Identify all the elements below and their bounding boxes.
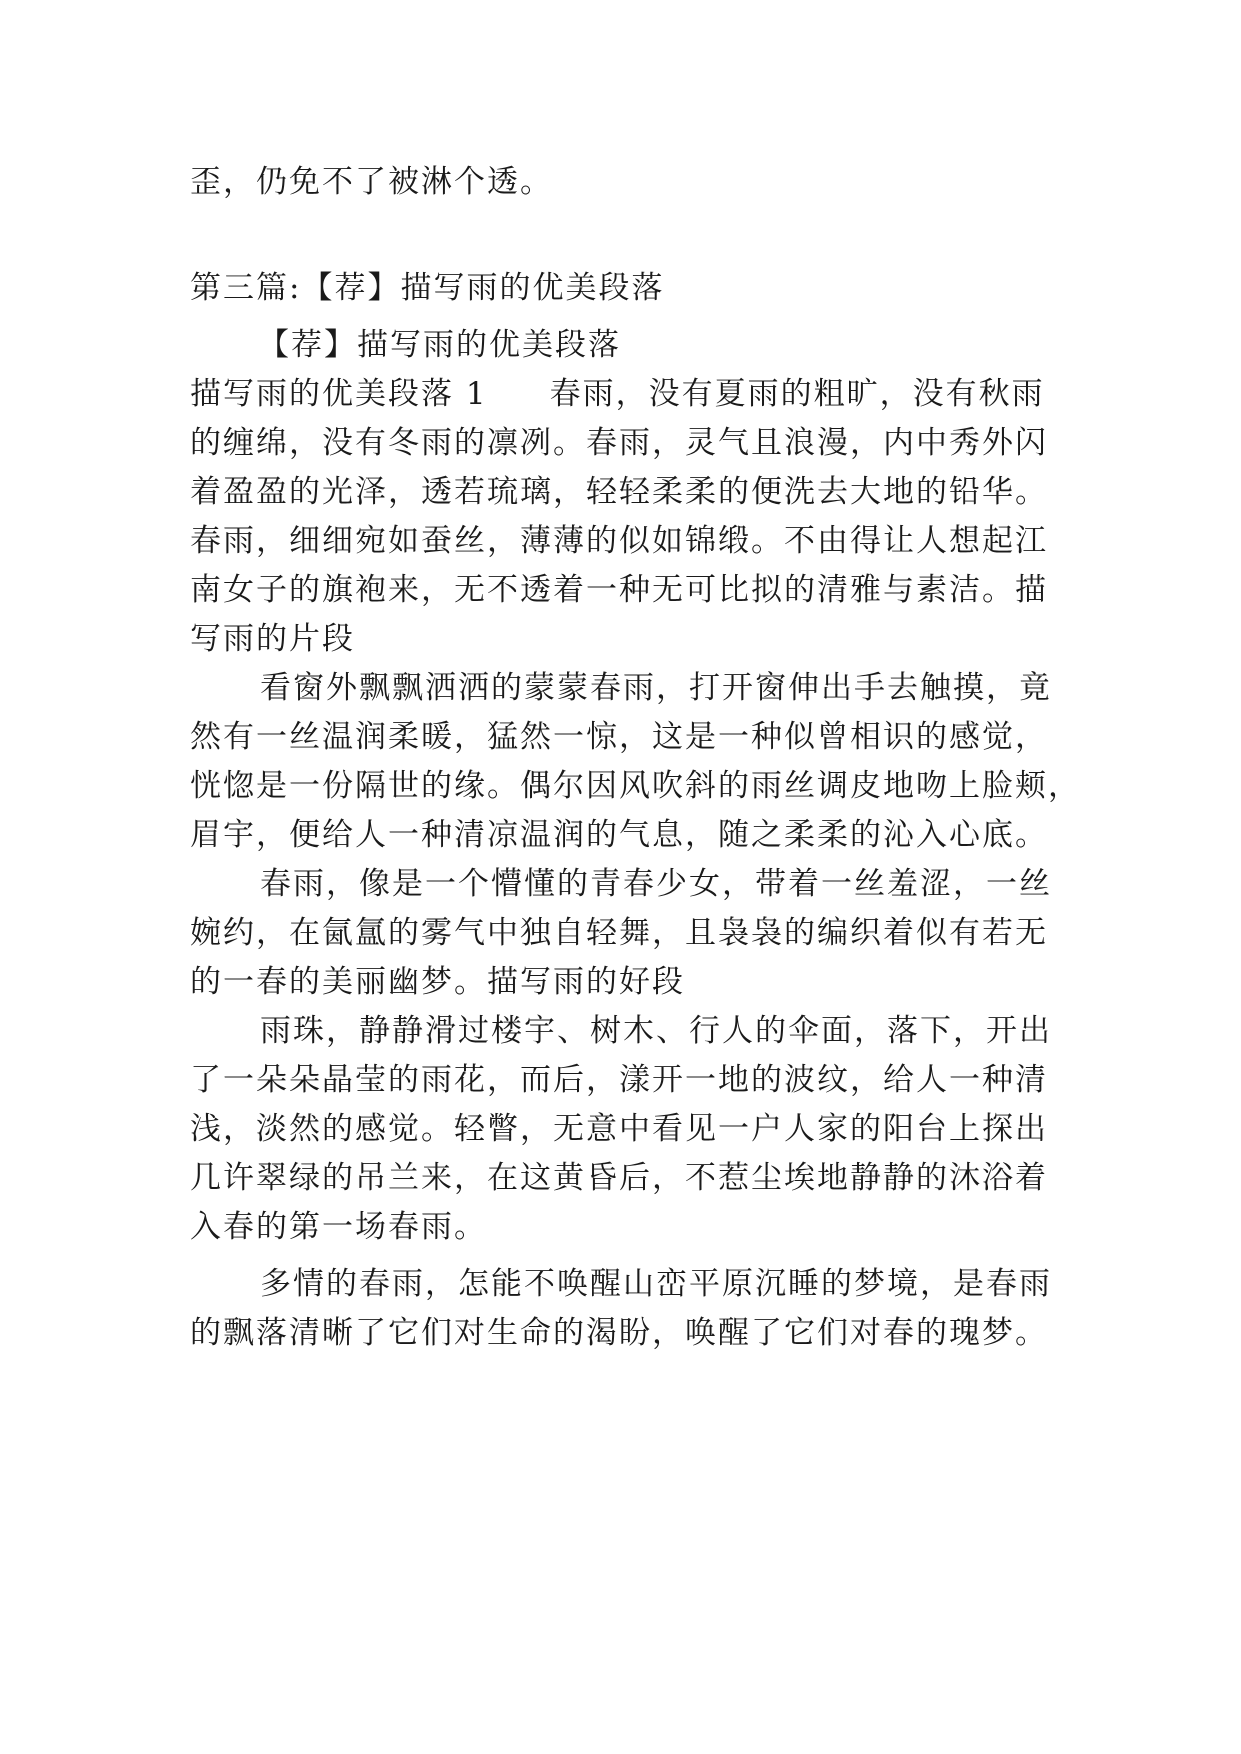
- paragraph-4-line-5: 入春的第一场春雨。: [190, 1209, 487, 1245]
- previous-paragraph-tail: 歪，仍免不了被淋个透。: [190, 164, 553, 200]
- paragraph-4-line-3: 浅，淡然的感觉。轻瞥，无意中看见一户人家的阳台上探出: [190, 1111, 1048, 1147]
- paragraph-2-line-3: 恍惚是一份隔世的缘。偶尔因风吹斜的雨丝调皮地吻上脸颊，: [190, 768, 1081, 804]
- paragraph-2-line-1: 看窗外飘飘洒洒的蒙蒙春雨，打开窗伸出手去触摸，竟: [260, 670, 1052, 706]
- paragraph-2-line-2: 然有一丝温润柔暖，猛然一惊，这是一种似曾相识的感觉，: [190, 719, 1048, 755]
- paragraph-1-line-5: 南女子的旗袍来，无不透着一种无可比拟的清雅与素洁。描: [190, 572, 1048, 608]
- paragraph-gap: [190, 207, 1060, 264]
- heading-gap: [190, 313, 1060, 321]
- document-body: [190, 158, 1081, 1358]
- paragraph-1-line-3: 着盈盈的光泽，透若琉璃，轻轻柔柔的便洗去大地的铅华。: [190, 474, 1048, 510]
- paragraph-1-label: 描写雨的优美段落 1: [190, 376, 488, 412]
- paragraph-1-line-1: [190, 370, 1060, 419]
- section-heading: 第三篇:【荐】描写雨的优美段落: [190, 270, 665, 306]
- paragraph-4-line-1: 雨珠，静静滑过楼宇、树木、行人的伞面，落下，开出: [260, 1013, 1052, 1049]
- paragraph-1-line-4: 春雨，细细宛如蚕丝，薄薄的似如锦缎。不由得让人想起江: [190, 523, 1048, 559]
- paragraph-1-text: 春雨，没有夏雨的粗旷，没有秋雨: [549, 376, 1045, 412]
- article-title: 【荐】描写雨的优美段落: [258, 327, 621, 363]
- paragraph-4-line-2: 了一朵朵晶莹的雨花，而后，漾开一地的波纹，给人一种清: [190, 1062, 1048, 1098]
- paragraph-5-line-1: 多情的春雨，怎能不唤醒山峦平原沉睡的梦境，是春雨: [260, 1266, 1052, 1302]
- paragraph-3-line-2: 婉约，在氤氲的雾气中独自轻舞，且袅袅的编织着似有若无: [190, 915, 1048, 951]
- paragraph-gap: [190, 1252, 1060, 1260]
- paragraph-1-line-2: 的缠绵，没有冬雨的凛冽。春雨，灵气且浪漫，内中秀外闪: [190, 425, 1048, 461]
- paragraph-2-line-4: 眉宇，便给人一种清凉温润的气息，随之柔柔的沁入心底。: [190, 817, 1048, 853]
- paragraph-1-line-6: 写雨的片段: [190, 621, 355, 657]
- paragraph-4-line-4: 几许翠绿的吊兰来，在这黄昏后，不惹尘埃地静静的沐浴着: [190, 1160, 1048, 1196]
- paragraph-5-line-2: 的飘落清晰了它们对生命的渴盼，唤醒了它们对春的瑰梦。: [190, 1315, 1048, 1351]
- paragraph-3-line-1: 春雨，像是一个懵懂的青春少女，带着一丝羞涩，一丝: [260, 866, 1052, 902]
- paragraph-3-line-3: 的一春的美丽幽梦。描写雨的好段: [190, 964, 685, 1000]
